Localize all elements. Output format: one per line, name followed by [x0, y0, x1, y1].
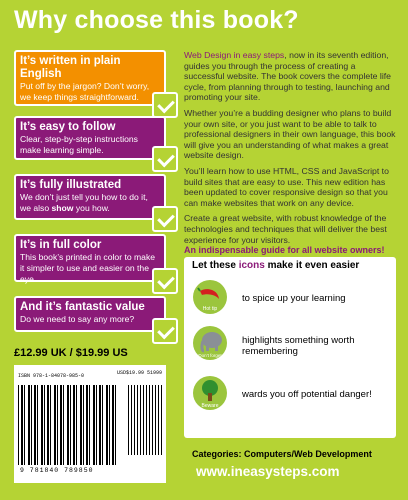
svg-text:Don’t forget: Don’t forget — [198, 353, 222, 358]
feature-heading: It’s written in plain English — [20, 55, 121, 80]
description-paragraph: Whether you’re a budding designer who plans to build your own site, or you just want to be able to talk to professional designers in their own language, this book will give you an understanding of what makes a great website design. — [184, 107, 396, 161]
description-paragraph: You’ll learn how to use HTML, CSS and JavaScript to build sites that are easy to use. This new edition has been updated to cover responsive design so that you can make websites that work on any device. — [184, 165, 389, 208]
barcode-price-code: USD$19.99 51999 — [116, 370, 162, 376]
barcode — [14, 365, 166, 483]
feature-full-color — [14, 234, 166, 282]
feature-body: We don’t just tell you how to do it, we also show you how. — [20, 192, 148, 213]
barcode-number: 9 781840 789850 — [20, 467, 94, 474]
feature-heading: It’s fully illustrated — [20, 179, 122, 191]
icon-caption: wards you off potential danger! — [242, 389, 372, 400]
feature-value — [14, 296, 166, 332]
feature-plain-english — [14, 50, 166, 106]
promo-text: An indispensable guide for all website owners! — [184, 245, 385, 255]
description-paragraph: Web Design in easy steps, now in its seventh edition, guides you through the process of creating a successful website. The book covers the complete life cycle, from planning through to testing, launching and promoting your site. — [184, 50, 391, 103]
hot-tip-chili-icon — [192, 279, 228, 315]
feature-body: This book’s printed in color to make it simpler to use and easier on the eye. — [20, 252, 156, 284]
checkmark-icon — [152, 268, 178, 294]
checkmark-icon — [152, 92, 178, 118]
feature-body: Put off by the jargon? Don’t worry, we keep things straightforward. — [20, 81, 150, 102]
price: £12.99 UK / $19.99 US — [14, 347, 128, 359]
svg-text:Beware: Beware — [201, 403, 219, 409]
page-title: Why choose this book? — [14, 6, 299, 34]
feature-easy-to-follow — [14, 116, 166, 160]
barcode-addon-bars — [128, 385, 162, 455]
feature-body: Do we need to say any more? — [20, 314, 135, 324]
svg-text:Hot tip: Hot tip — [202, 306, 218, 312]
barcode-bars — [18, 385, 118, 465]
feature-heading: And it’s fantastic value — [20, 301, 145, 313]
icon-caption: to spice up your learning — [242, 293, 346, 304]
feature-body: Clear, step-by-step instructions make learning simple. — [20, 134, 138, 155]
icon-panel — [184, 257, 396, 438]
description-paragraph: Create a great website, with robust knowledge of the technologies and techniques that will deliver the best experience for your visitors. — [184, 213, 387, 245]
website-url: www.ineasysteps.com — [196, 464, 340, 479]
categories: Categories: Computers/Web Development — [192, 449, 372, 459]
description — [184, 50, 398, 250]
checkmark-icon — [152, 318, 178, 344]
checkmark-icon — [152, 146, 178, 172]
feature-heading: It’s easy to follow — [20, 121, 116, 133]
checkmark-icon — [152, 206, 178, 232]
feature-illustrated — [14, 174, 166, 220]
icon-caption: highlights something worth remembering — [242, 335, 355, 357]
beware-tree-icon — [192, 375, 228, 411]
dont-forget-elephant-icon — [192, 325, 228, 361]
feature-heading: It’s in full color — [20, 239, 102, 251]
isbn-text: ISBN 978-1-84078-985-0 — [18, 373, 85, 379]
icon-panel-title: Let these icons make it even easier — [192, 260, 360, 271]
